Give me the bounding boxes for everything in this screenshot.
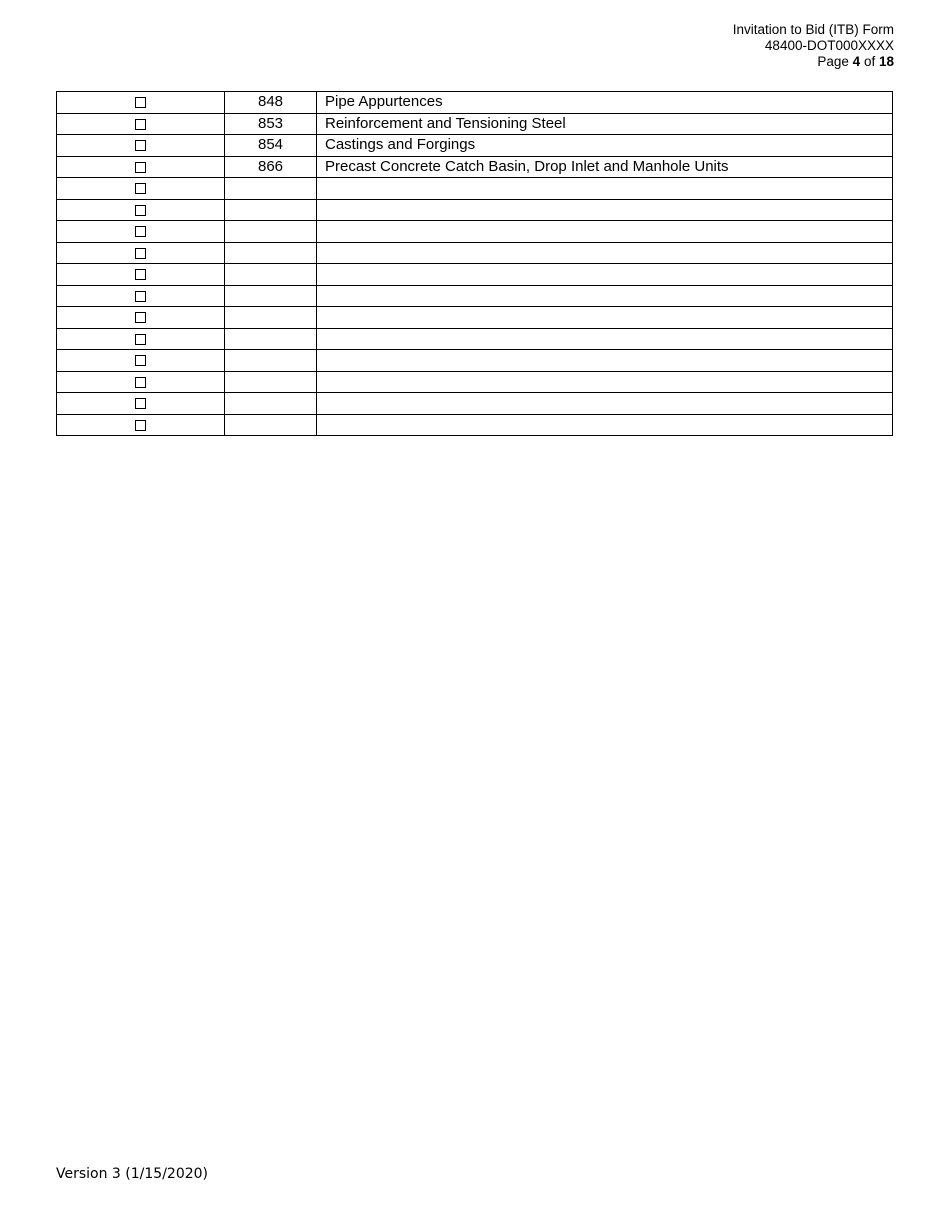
select-cell <box>57 242 225 264</box>
item-description <box>317 393 893 415</box>
item-description <box>317 328 893 350</box>
item-code <box>225 221 317 243</box>
item-description <box>317 199 893 221</box>
item-description <box>317 371 893 393</box>
select-checkbox[interactable] <box>135 291 146 302</box>
table-row <box>57 328 893 350</box>
item-description: Castings and Forgings <box>317 135 893 157</box>
item-description <box>317 414 893 436</box>
item-code: 866 <box>225 156 317 178</box>
select-checkbox[interactable] <box>135 420 146 431</box>
select-cell <box>57 264 225 286</box>
item-code <box>225 393 317 415</box>
select-cell <box>57 178 225 200</box>
table-row <box>57 178 893 200</box>
select-checkbox[interactable] <box>135 119 146 130</box>
table-row <box>57 264 893 286</box>
table-row <box>57 113 893 135</box>
select-cell <box>57 199 225 221</box>
item-description: Pipe Appurtences <box>317 92 893 114</box>
item-code: 853 <box>225 113 317 135</box>
page-indicator <box>733 54 894 70</box>
commodity-table-body <box>57 92 893 436</box>
item-description <box>317 264 893 286</box>
page-header <box>733 22 894 70</box>
select-cell <box>57 135 225 157</box>
select-cell <box>57 393 225 415</box>
select-cell <box>57 414 225 436</box>
table-row <box>57 92 893 114</box>
select-cell <box>57 92 225 114</box>
item-code <box>225 371 317 393</box>
select-cell <box>57 113 225 135</box>
item-description <box>317 350 893 372</box>
select-cell <box>57 221 225 243</box>
select-checkbox[interactable] <box>135 377 146 388</box>
table-row <box>57 285 893 307</box>
table-row <box>57 414 893 436</box>
select-cell <box>57 328 225 350</box>
item-code <box>225 285 317 307</box>
item-code <box>225 350 317 372</box>
item-code: 848 <box>225 92 317 114</box>
select-checkbox[interactable] <box>135 183 146 194</box>
select-checkbox[interactable] <box>135 398 146 409</box>
page-prefix: Page <box>817 54 849 69</box>
select-checkbox[interactable] <box>135 226 146 237</box>
table-row <box>57 242 893 264</box>
item-description <box>317 178 893 200</box>
select-cell <box>57 350 225 372</box>
item-code <box>225 414 317 436</box>
form-number: 48400-DOT000XXXX <box>764 38 894 53</box>
select-checkbox[interactable] <box>135 248 146 259</box>
select-checkbox[interactable] <box>135 205 146 216</box>
item-code <box>225 307 317 329</box>
table-row <box>57 156 893 178</box>
table-row <box>57 350 893 372</box>
item-code <box>225 178 317 200</box>
select-cell <box>57 307 225 329</box>
select-cell <box>57 156 225 178</box>
item-code <box>225 328 317 350</box>
select-checkbox[interactable] <box>135 97 146 108</box>
select-cell <box>57 285 225 307</box>
page-of: of <box>863 54 876 69</box>
table-row <box>57 221 893 243</box>
item-code <box>225 264 317 286</box>
page-total: 18 <box>878 54 894 69</box>
commodity-table <box>56 91 893 436</box>
item-code <box>225 242 317 264</box>
table-row <box>57 307 893 329</box>
select-checkbox[interactable] <box>135 162 146 173</box>
form-title: Invitation to Bid (ITB) Form <box>732 22 894 37</box>
select-cell <box>57 371 225 393</box>
select-checkbox[interactable] <box>135 269 146 280</box>
item-code <box>225 199 317 221</box>
select-checkbox[interactable] <box>135 140 146 151</box>
item-description <box>317 242 893 264</box>
table-row <box>57 135 893 157</box>
item-description: Precast Concrete Catch Basin, Drop Inlet and Manhole Units <box>317 156 893 178</box>
select-checkbox[interactable] <box>135 334 146 345</box>
item-description <box>317 285 893 307</box>
select-checkbox[interactable] <box>135 355 146 366</box>
item-description <box>317 221 893 243</box>
table-row <box>57 393 893 415</box>
table-row <box>57 199 893 221</box>
item-code: 854 <box>225 135 317 157</box>
table-row <box>57 371 893 393</box>
version-footer: Version 3 (1/15/2020) <box>56 1166 208 1182</box>
item-description: Reinforcement and Tensioning Steel <box>317 113 893 135</box>
select-checkbox[interactable] <box>135 312 146 323</box>
page-current: 4 <box>852 54 861 69</box>
item-description <box>317 307 893 329</box>
